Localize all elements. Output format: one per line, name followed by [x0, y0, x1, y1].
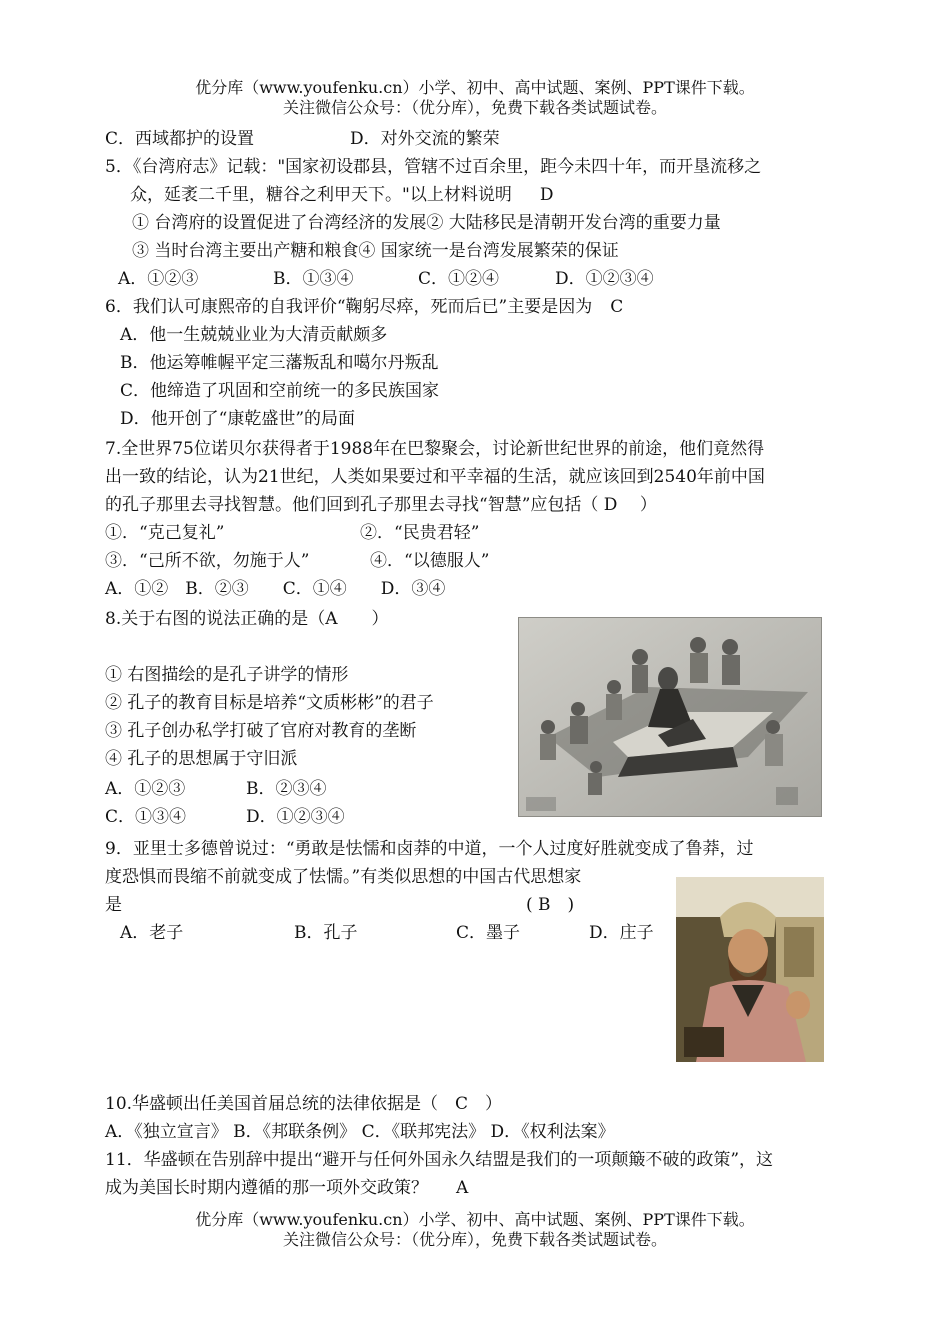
- q8-stem: 8.关于右图的说法正确的是（A ）: [105, 609, 389, 629]
- q8-option-c: C．①③④: [105, 807, 187, 827]
- confucius-teaching-painting: [518, 617, 822, 817]
- q5-stem-line-1: 5．《台湾府志》记载："国家初设郡县，管辖不过百余里，距今未四十年，而开垦流移之: [105, 157, 762, 177]
- q10-stem: 10.华盛顿出任美国首届总统的法律依据是（ C ）: [105, 1094, 503, 1114]
- q11-stem-line-1: 11．华盛顿在告别辞中提出“避开与任何外国永久结盟是我们的一项颠簸不破的政策”，这: [105, 1150, 774, 1170]
- q6-stem-text: 6．我们认可康熙帝的自我评价“鞠躬尽瘁，死而后已”主要是因为: [105, 297, 593, 317]
- q11-answer: A: [456, 1178, 469, 1198]
- q8-statement-3: ③ 孔子创办私学打破了官府对教育的垄断: [105, 721, 417, 741]
- q9-stem-line-3: 是: [105, 895, 122, 915]
- footer-line-1: 优分库（www.youfenku.cn）小学、初中、高中试题、案例、PPT课件下载。: [195, 1210, 755, 1229]
- aristotle-portrait: [676, 877, 824, 1062]
- q8-option-a: A．①②③: [105, 779, 186, 799]
- q5-stem-line-2: [130, 183, 553, 207]
- q5-statements-1: ① 台湾府的设置促进了台湾经济的发展② 大陆移民是清朝开发台湾的重要力量: [132, 213, 721, 233]
- q7-statement-3: ③．“己所不欲，勿施于人”: [105, 551, 310, 571]
- q9-option-d: D．庄子: [589, 923, 654, 943]
- q9-option-c: C．墨子: [456, 923, 521, 943]
- q5-answer: D: [539, 185, 554, 205]
- q7-statement-4: ④．“以德服人”: [370, 551, 490, 571]
- q7-stem-line-2: 出一致的结论，认为21世纪，人类如果要过和平幸福的生活，就应该回到2540年前中国: [105, 467, 765, 487]
- q4-option-c: C．西域都护的设置: [105, 129, 255, 149]
- q9-option-b: B．孔子: [294, 923, 358, 943]
- q5-option-b: B．①③④: [273, 269, 354, 289]
- q6-stem: [105, 295, 623, 319]
- q9-stem-line-2: 度恐惧而畏缩不前就变成了怯懦。”有类似思想的中国古代思想家: [105, 867, 582, 887]
- q5-statements-2: ③ 当时台湾主要出产糖和粮食④ 国家统一是台湾发展繁荣的保证: [132, 241, 619, 261]
- q7-statement-1: ①．“克己复礼”: [105, 523, 225, 543]
- q7-options: A．①② B．②③ C．①④ D．③④: [105, 579, 446, 599]
- q8-statement-1: ① 右图描绘的是孔子讲学的情形: [105, 665, 349, 685]
- q5-option-d: D．①②③④: [555, 269, 654, 289]
- q5-stem-text: 众，延袤二千里，糖谷之利甲天下。"以上材料说明: [130, 185, 512, 205]
- q7-statement-2: ②．“民贵君轻”: [360, 523, 480, 543]
- q7-stem-line-3: 的孔子那里去寻找智慧。他们回到孔子那里去寻找“智慧”应包括（ D ）: [105, 495, 657, 515]
- q9-option-a: A．老子: [120, 923, 184, 943]
- q7-stem-line-1: 7.全世界75位诺贝尔获得者于1988年在巴黎聚会，讨论新世纪世界的前途，他们竟然得: [105, 439, 765, 459]
- q5-option-c: C．①②④: [418, 269, 500, 289]
- q5-option-a: A．①②③: [118, 269, 199, 289]
- q8-option-d: D．①②③④: [246, 807, 345, 827]
- footer-line-2: 关注微信公众号：（优分库），免费下载各类试题试卷。: [282, 1230, 667, 1249]
- q4-option-d: D．对外交流的繁荣: [350, 129, 500, 149]
- q11-stem-line-2: [105, 1176, 468, 1200]
- q6-option-a: A．他一生兢兢业业为大清贡献颇多: [120, 325, 388, 345]
- header-line-2: 关注微信公众号：（优分库），免费下载各类试题试卷。: [282, 98, 667, 117]
- q6-answer: C: [610, 297, 624, 317]
- q8-statement-2: ② 孔子的教育目标是培养“文质彬彬”的君子: [105, 693, 434, 713]
- q9-answer: ( B ): [526, 895, 575, 915]
- q8-option-b: B．②③④: [246, 779, 327, 799]
- q8-statement-4: ④ 孔子的思想属于守旧派: [105, 749, 298, 769]
- q9-stem-line-1: 9．亚里士多德曾说过：“勇敢是怯懦和卤莽的中道，一个人过度好胜就变成了鲁莽，过: [105, 839, 754, 859]
- q11-stem-text: 成为美国长时期内遵循的那一项外交政策？: [105, 1178, 428, 1198]
- q6-option-c: C．他缔造了巩固和空前统一的多民族国家: [120, 381, 440, 401]
- q6-option-b: B．他运筹帷幄平定三藩叛乱和噶尔丹叛乱: [120, 353, 439, 373]
- q6-option-d: D．他开创了“康乾盛世”的局面: [120, 409, 356, 429]
- q10-options: A．《独立宣言》 B．《邦联条例》 C．《联邦宪法》 D．《权利法案》: [105, 1122, 615, 1142]
- header-line-1: 优分库（www.youfenku.cn）小学、初中、高中试题、案例、PPT课件下载。: [195, 78, 755, 97]
